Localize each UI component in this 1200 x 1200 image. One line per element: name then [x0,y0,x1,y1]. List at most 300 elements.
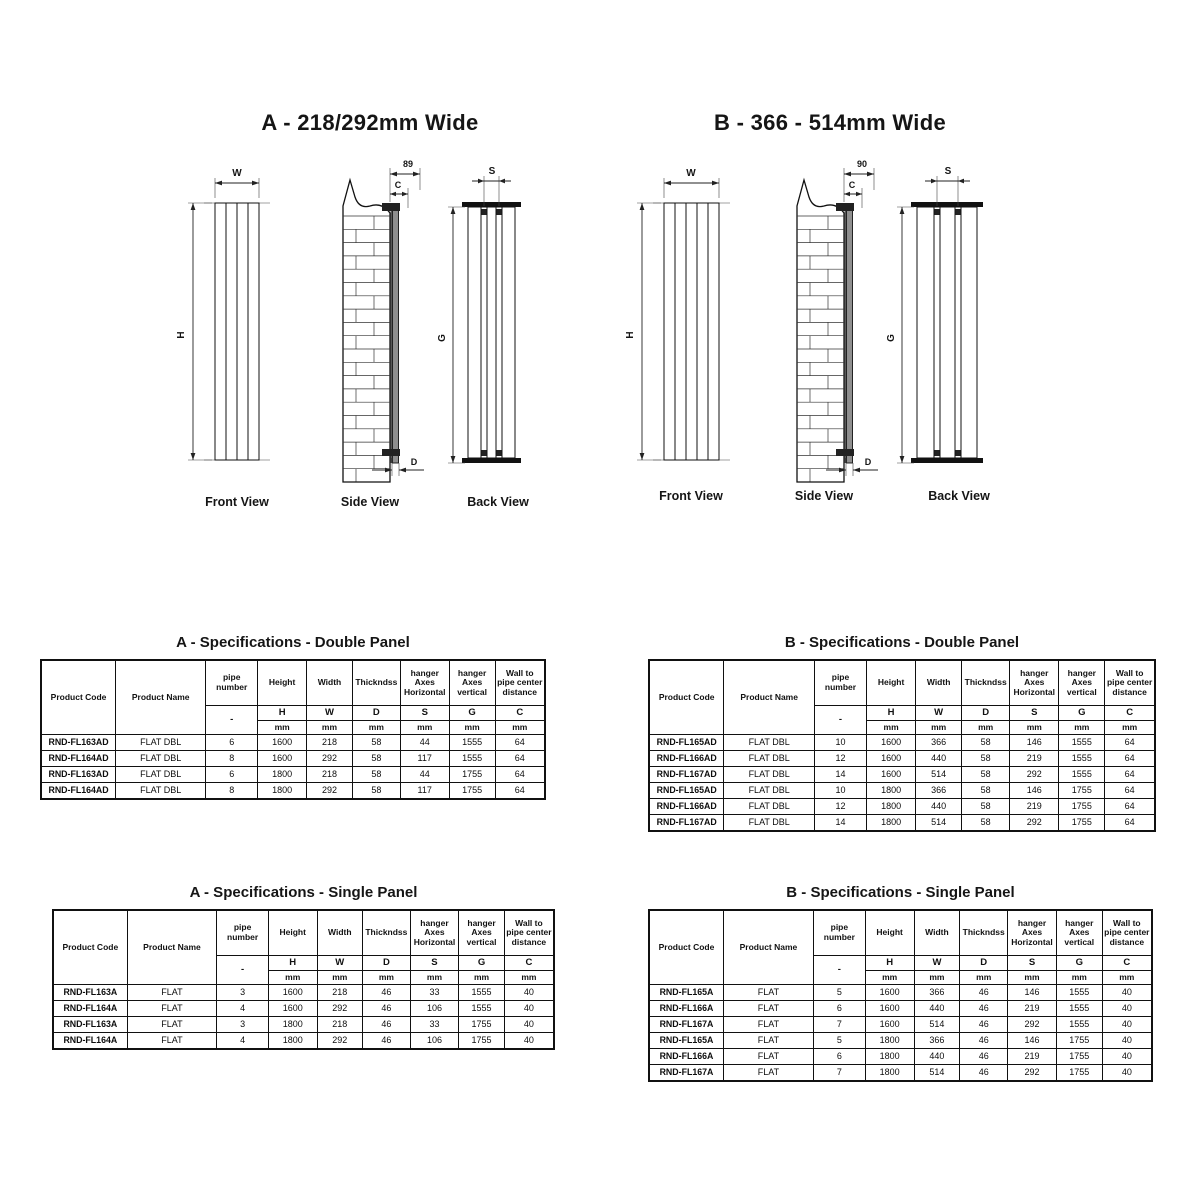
product-code-cell: RND-FL165A [649,1033,723,1049]
side-view-b [797,159,878,482]
symbol-header: S [1010,706,1059,721]
value-cell: 292 [307,751,353,767]
value-cell: 58 [962,735,1010,751]
value-cell: 46 [960,1001,1008,1017]
unit-header: mm [1010,721,1059,735]
wall-offset-label-b: 90 [856,159,868,169]
product-code-cell: RND-FL167A [649,1065,723,1082]
value-cell: 1600 [865,985,914,1001]
dim-c-label-a: C [394,180,402,190]
value-cell: 1555 [1056,1017,1102,1033]
value-cell: 64 [495,767,545,783]
value-cell: 1600 [867,735,916,751]
unit-header: mm [410,971,459,985]
table-row [41,735,545,751]
unit-header: mm [1102,971,1152,985]
unit-header: mm [400,721,449,735]
value-cell: 40 [504,985,554,1001]
value-cell: 146 [1008,985,1057,1001]
value-cell: 46 [960,1065,1008,1082]
product-code-cell: RND-FL165AD [649,783,724,799]
value-cell: 219 [1010,751,1059,767]
value-cell: 1755 [1056,1049,1102,1065]
unit-header: mm [363,971,411,985]
value-cell: 64 [495,783,545,800]
bottom-bracket-b [836,449,854,456]
value-cell: 292 [317,1033,363,1050]
table-row [41,751,545,767]
value-cell: FLAT [723,1001,813,1017]
column-header: Width [914,910,960,956]
value-cell: FLAT [127,1017,217,1033]
value-cell: 40 [1102,1017,1152,1033]
value-cell: 219 [1008,1049,1057,1065]
product-code-cell: RND-FL165A [649,985,723,1001]
table-row [649,1049,1152,1065]
value-cell: 1800 [865,1049,914,1065]
value-cell: 1600 [258,751,307,767]
value-cell: 1600 [268,985,317,1001]
section-a-drawing [168,150,578,522]
front-view-label-b: Front View [659,489,723,503]
value-cell: 146 [1010,735,1059,751]
column-header: Height [268,910,317,956]
value-cell: 10 [814,783,866,799]
value-cell: 64 [1105,751,1155,767]
value-cell: 58 [962,751,1010,767]
symbol-header: C [504,956,554,971]
column-header: hanger Axes vertical [449,660,495,706]
column-header: Product Code [41,660,116,735]
product-code-cell: RND-FL167AD [649,815,724,832]
symbol-header: S [410,956,459,971]
product-code-cell: RND-FL167A [649,1017,723,1033]
radiator-side-profile-a [393,206,399,463]
product-code-cell: RND-FL166A [649,1001,723,1017]
product-code-cell: RND-FL164AD [41,751,116,767]
unit-header: mm [258,721,307,735]
table-row [649,1001,1152,1017]
value-cell: 12 [814,799,866,815]
value-cell: FLAT [723,1065,813,1082]
value-cell: 58 [352,783,400,800]
table-row [53,1001,554,1017]
value-cell: 219 [1010,799,1059,815]
table-row [649,815,1155,832]
symbol-header: - [813,956,865,985]
value-cell: 64 [1105,799,1155,815]
value-cell: 1800 [865,1033,914,1049]
dim-s-label-a: S [488,166,496,177]
table-row [649,767,1155,783]
front-view-label-a: Front View [205,495,269,509]
column-header: Height [865,910,914,956]
value-cell: 1555 [1056,1001,1102,1017]
value-cell: 292 [1008,1065,1057,1082]
value-cell: 514 [916,767,962,783]
unit-header: mm [352,721,400,735]
product-code-cell: RND-FL166A [649,1049,723,1065]
value-cell: 7 [813,1065,865,1082]
product-code-cell: RND-FL167AD [649,767,724,783]
column-header: Wall to pipe center distance [504,910,554,956]
value-cell: 40 [504,1001,554,1017]
table-title-a-single: A - Specifications - Single Panel [189,884,418,901]
back-view-a [437,166,521,463]
column-header: Thickndss [962,660,1010,706]
value-cell: 10 [814,735,866,751]
value-cell: 5 [813,1033,865,1049]
value-cell: 58 [962,815,1010,832]
value-cell: 64 [1105,767,1155,783]
value-cell: 1555 [449,735,495,751]
value-cell: 1755 [449,767,495,783]
spec-table-a-single [52,909,555,1050]
column-header: Product Name [724,660,815,735]
unit-header: mm [960,971,1008,985]
value-cell: 1755 [1059,815,1105,832]
value-cell: 1600 [865,1017,914,1033]
unit-header: mm [317,971,363,985]
product-code-cell: RND-FL163AD [41,767,116,783]
unit-header: mm [916,721,962,735]
dim-g-label-b: G [886,334,897,342]
symbol-header: - [217,956,269,985]
value-cell: 1755 [1056,1033,1102,1049]
product-code-cell: RND-FL164A [53,1001,127,1017]
symbol-header: D [960,956,1008,971]
dim-d-label-a: D [410,457,418,467]
product-code-cell: RND-FL164AD [41,783,116,800]
product-code-cell: RND-FL163AD [41,735,116,751]
table-block-b-double [648,634,1156,832]
value-cell: 1800 [268,1033,317,1050]
value-cell: 46 [960,1049,1008,1065]
unit-header: mm [459,971,505,985]
value-cell: 1555 [459,1001,505,1017]
unit-header: mm [449,721,495,735]
value-cell: 4 [217,1001,269,1017]
column-header: Thickndss [352,660,400,706]
column-header: Width [307,660,353,706]
spec-table-a-double [40,659,546,800]
symbol-header: D [962,706,1010,721]
unit-header: mm [867,721,916,735]
value-cell: 58 [962,767,1010,783]
table-row [53,1017,554,1033]
product-code-cell: RND-FL164A [53,1033,127,1050]
value-cell: 292 [1008,1017,1057,1033]
value-cell: FLAT DBL [724,751,815,767]
bottom-bracket-a [382,449,400,456]
column-header: hanger Axes Horizontal [410,910,459,956]
value-cell: 366 [916,783,962,799]
column-header: Wall to pipe center distance [1102,910,1152,956]
symbol-header: - [814,706,866,735]
unit-header: mm [268,971,317,985]
value-cell: 366 [916,735,962,751]
top-bracket-b [836,203,854,211]
symbol-header: S [400,706,449,721]
column-header: Product Code [53,910,127,985]
value-cell: 6 [813,1049,865,1065]
product-code-cell: RND-FL163A [53,985,127,1001]
value-cell: 40 [504,1017,554,1033]
column-header: Product Name [723,910,813,985]
unit-header: mm [1105,721,1155,735]
value-cell: 44 [400,767,449,783]
column-header: pipe number [217,910,269,956]
brick-wall-a [343,216,390,482]
value-cell: 106 [410,1001,459,1017]
front-view-a [176,168,270,460]
dim-c-label-b: C [848,180,856,190]
value-cell: 1755 [1059,799,1105,815]
value-cell: 64 [495,751,545,767]
spec-table-b-single [648,909,1153,1082]
value-cell: 5 [813,985,865,1001]
section-b-drawing [622,150,1032,522]
unit-header: mm [307,721,353,735]
column-header: Wall to pipe center distance [1105,660,1155,706]
value-cell: 40 [1102,1033,1152,1049]
value-cell: 1755 [1059,783,1105,799]
value-cell: FLAT [723,985,813,1001]
dim-w-label-a: W [232,168,242,179]
symbol-header: W [916,706,962,721]
column-header: hanger Axes Horizontal [400,660,449,706]
symbol-header: D [363,956,411,971]
value-cell: 46 [363,985,411,1001]
symbol-header: C [1102,956,1152,971]
value-cell: 1555 [1059,735,1105,751]
symbol-header: H [865,956,914,971]
table-row [41,767,545,783]
value-cell: 1800 [867,799,916,815]
value-cell: 46 [960,1017,1008,1033]
table-block-a-single [52,884,555,1050]
value-cell: 3 [217,985,269,1001]
value-cell: 6 [206,767,258,783]
unit-header: mm [914,971,960,985]
value-cell: 64 [1105,783,1155,799]
value-cell: 1600 [867,767,916,783]
unit-header: mm [865,971,914,985]
value-cell: 1600 [268,1001,317,1017]
table-row [649,751,1155,767]
value-cell: FLAT [127,1001,217,1017]
value-cell: 46 [960,985,1008,1001]
value-cell: 46 [363,1001,411,1017]
value-cell: 1600 [865,1001,914,1017]
value-cell: 366 [914,1033,960,1049]
value-cell: FLAT [127,1033,217,1050]
symbol-header: - [206,706,258,735]
symbol-header: H [258,706,307,721]
column-header: Width [916,660,962,706]
value-cell: 40 [1102,985,1152,1001]
value-cell: FLAT [723,1017,813,1033]
value-cell: 40 [1102,1001,1152,1017]
value-cell: 514 [914,1065,960,1082]
value-cell: 46 [363,1033,411,1050]
radiator-side-profile-b [847,206,853,463]
value-cell: 106 [410,1033,459,1050]
value-cell: 33 [410,985,459,1001]
dim-h-label-a: H [176,331,187,339]
value-cell: 46 [960,1033,1008,1049]
column-header: Thickndss [363,910,411,956]
symbol-header: W [307,706,353,721]
value-cell: 14 [814,815,866,832]
table-row [649,799,1155,815]
unit-header: mm [504,971,554,985]
value-cell: 58 [352,751,400,767]
column-header: pipe number [813,910,865,956]
dim-h-label-b: H [625,331,636,339]
wall-offset-label-a: 89 [402,159,414,169]
column-header: Width [317,910,363,956]
value-cell: 440 [916,799,962,815]
table-row [649,735,1155,751]
value-cell: 514 [916,815,962,832]
section-a-title: A - 218/292mm Wide [261,110,479,135]
product-code-cell: RND-FL166AD [649,751,724,767]
value-cell: 44 [400,735,449,751]
column-header: Height [258,660,307,706]
column-header: Wall to pipe center distance [495,660,545,706]
table-row [53,985,554,1001]
value-cell: 6 [813,1001,865,1017]
value-cell: 1800 [268,1017,317,1033]
value-cell: 219 [1008,1001,1057,1017]
symbol-header: D [352,706,400,721]
table-block-b-single [648,884,1153,1082]
value-cell: 514 [914,1017,960,1033]
symbol-header: G [1059,706,1105,721]
column-header: Height [867,660,916,706]
value-cell: 1755 [449,783,495,800]
value-cell: FLAT DBL [724,735,815,751]
back-view-b [886,166,983,463]
table-row [649,783,1155,799]
table-row [649,1033,1152,1049]
value-cell: 58 [962,799,1010,815]
column-header: Product Code [649,660,724,735]
spec-table-b-double [648,659,1156,832]
value-cell: 218 [317,1017,363,1033]
back-view-label-a: Back View [467,495,529,509]
symbol-header: G [459,956,505,971]
dim-d-label-b: D [864,457,872,467]
value-cell: 40 [504,1033,554,1050]
symbol-header: H [268,956,317,971]
column-header: pipe number [814,660,866,706]
column-header: Product Code [649,910,723,985]
value-cell: FLAT [723,1049,813,1065]
column-header: Product Name [116,660,206,735]
table-row [649,985,1152,1001]
brick-wall-b [797,216,844,482]
value-cell: 8 [206,783,258,800]
value-cell: 292 [1010,767,1059,783]
value-cell: 58 [352,767,400,783]
column-header: Product Name [127,910,217,985]
value-cell: 14 [814,767,866,783]
value-cell: FLAT DBL [116,751,206,767]
value-cell: 1555 [449,751,495,767]
value-cell: 292 [317,1001,363,1017]
dim-w-label-b: W [686,168,696,179]
value-cell: 64 [495,735,545,751]
value-cell: FLAT [723,1033,813,1049]
value-cell: 58 [962,783,1010,799]
column-header: Thickndss [960,910,1008,956]
symbol-header: G [449,706,495,721]
symbol-header: H [867,706,916,721]
value-cell: 7 [813,1017,865,1033]
value-cell: 40 [1102,1049,1152,1065]
value-cell: 218 [317,985,363,1001]
value-cell: 292 [307,783,353,800]
value-cell: 292 [1010,815,1059,832]
column-header: hanger Axes vertical [1056,910,1102,956]
value-cell: 218 [307,735,353,751]
symbol-header: G [1056,956,1102,971]
value-cell: 1800 [867,783,916,799]
value-cell: 117 [400,751,449,767]
value-cell: FLAT DBL [724,799,815,815]
value-cell: 40 [1102,1065,1152,1082]
unit-header: mm [495,721,545,735]
dim-s-label-b: S [944,166,952,177]
value-cell: 366 [914,985,960,1001]
value-cell: 58 [352,735,400,751]
product-code-cell: RND-FL163A [53,1017,127,1033]
value-cell: 3 [217,1017,269,1033]
symbol-header: C [495,706,545,721]
value-cell: 1755 [1056,1065,1102,1082]
table-title-b-double: B - Specifications - Double Panel [784,634,1020,651]
table-row [649,1017,1152,1033]
symbol-header: W [914,956,960,971]
value-cell: 1800 [865,1065,914,1082]
value-cell: 218 [307,767,353,783]
column-header: hanger Axes Horizontal [1008,910,1057,956]
unit-header: mm [962,721,1010,735]
table-row [53,1033,554,1050]
value-cell: 440 [914,1049,960,1065]
value-cell: 440 [914,1001,960,1017]
side-view-label-a: Side View [340,495,400,509]
value-cell: 1555 [1056,985,1102,1001]
product-code-cell: RND-FL166AD [649,799,724,815]
table-row [649,1065,1152,1082]
value-cell: 8 [206,751,258,767]
column-header: hanger Axes Horizontal [1010,660,1059,706]
value-cell: FLAT [127,985,217,1001]
product-code-cell: RND-FL165AD [649,735,724,751]
table-title-b-single: B - Specifications - Single Panel [786,884,1015,901]
value-cell: 146 [1010,783,1059,799]
value-cell: 12 [814,751,866,767]
value-cell: 1555 [1059,751,1105,767]
dim-g-label-a: G [437,334,448,342]
value-cell: 1800 [867,815,916,832]
column-header: pipe number [206,660,258,706]
value-cell: 1800 [258,783,307,800]
value-cell: 33 [410,1017,459,1033]
